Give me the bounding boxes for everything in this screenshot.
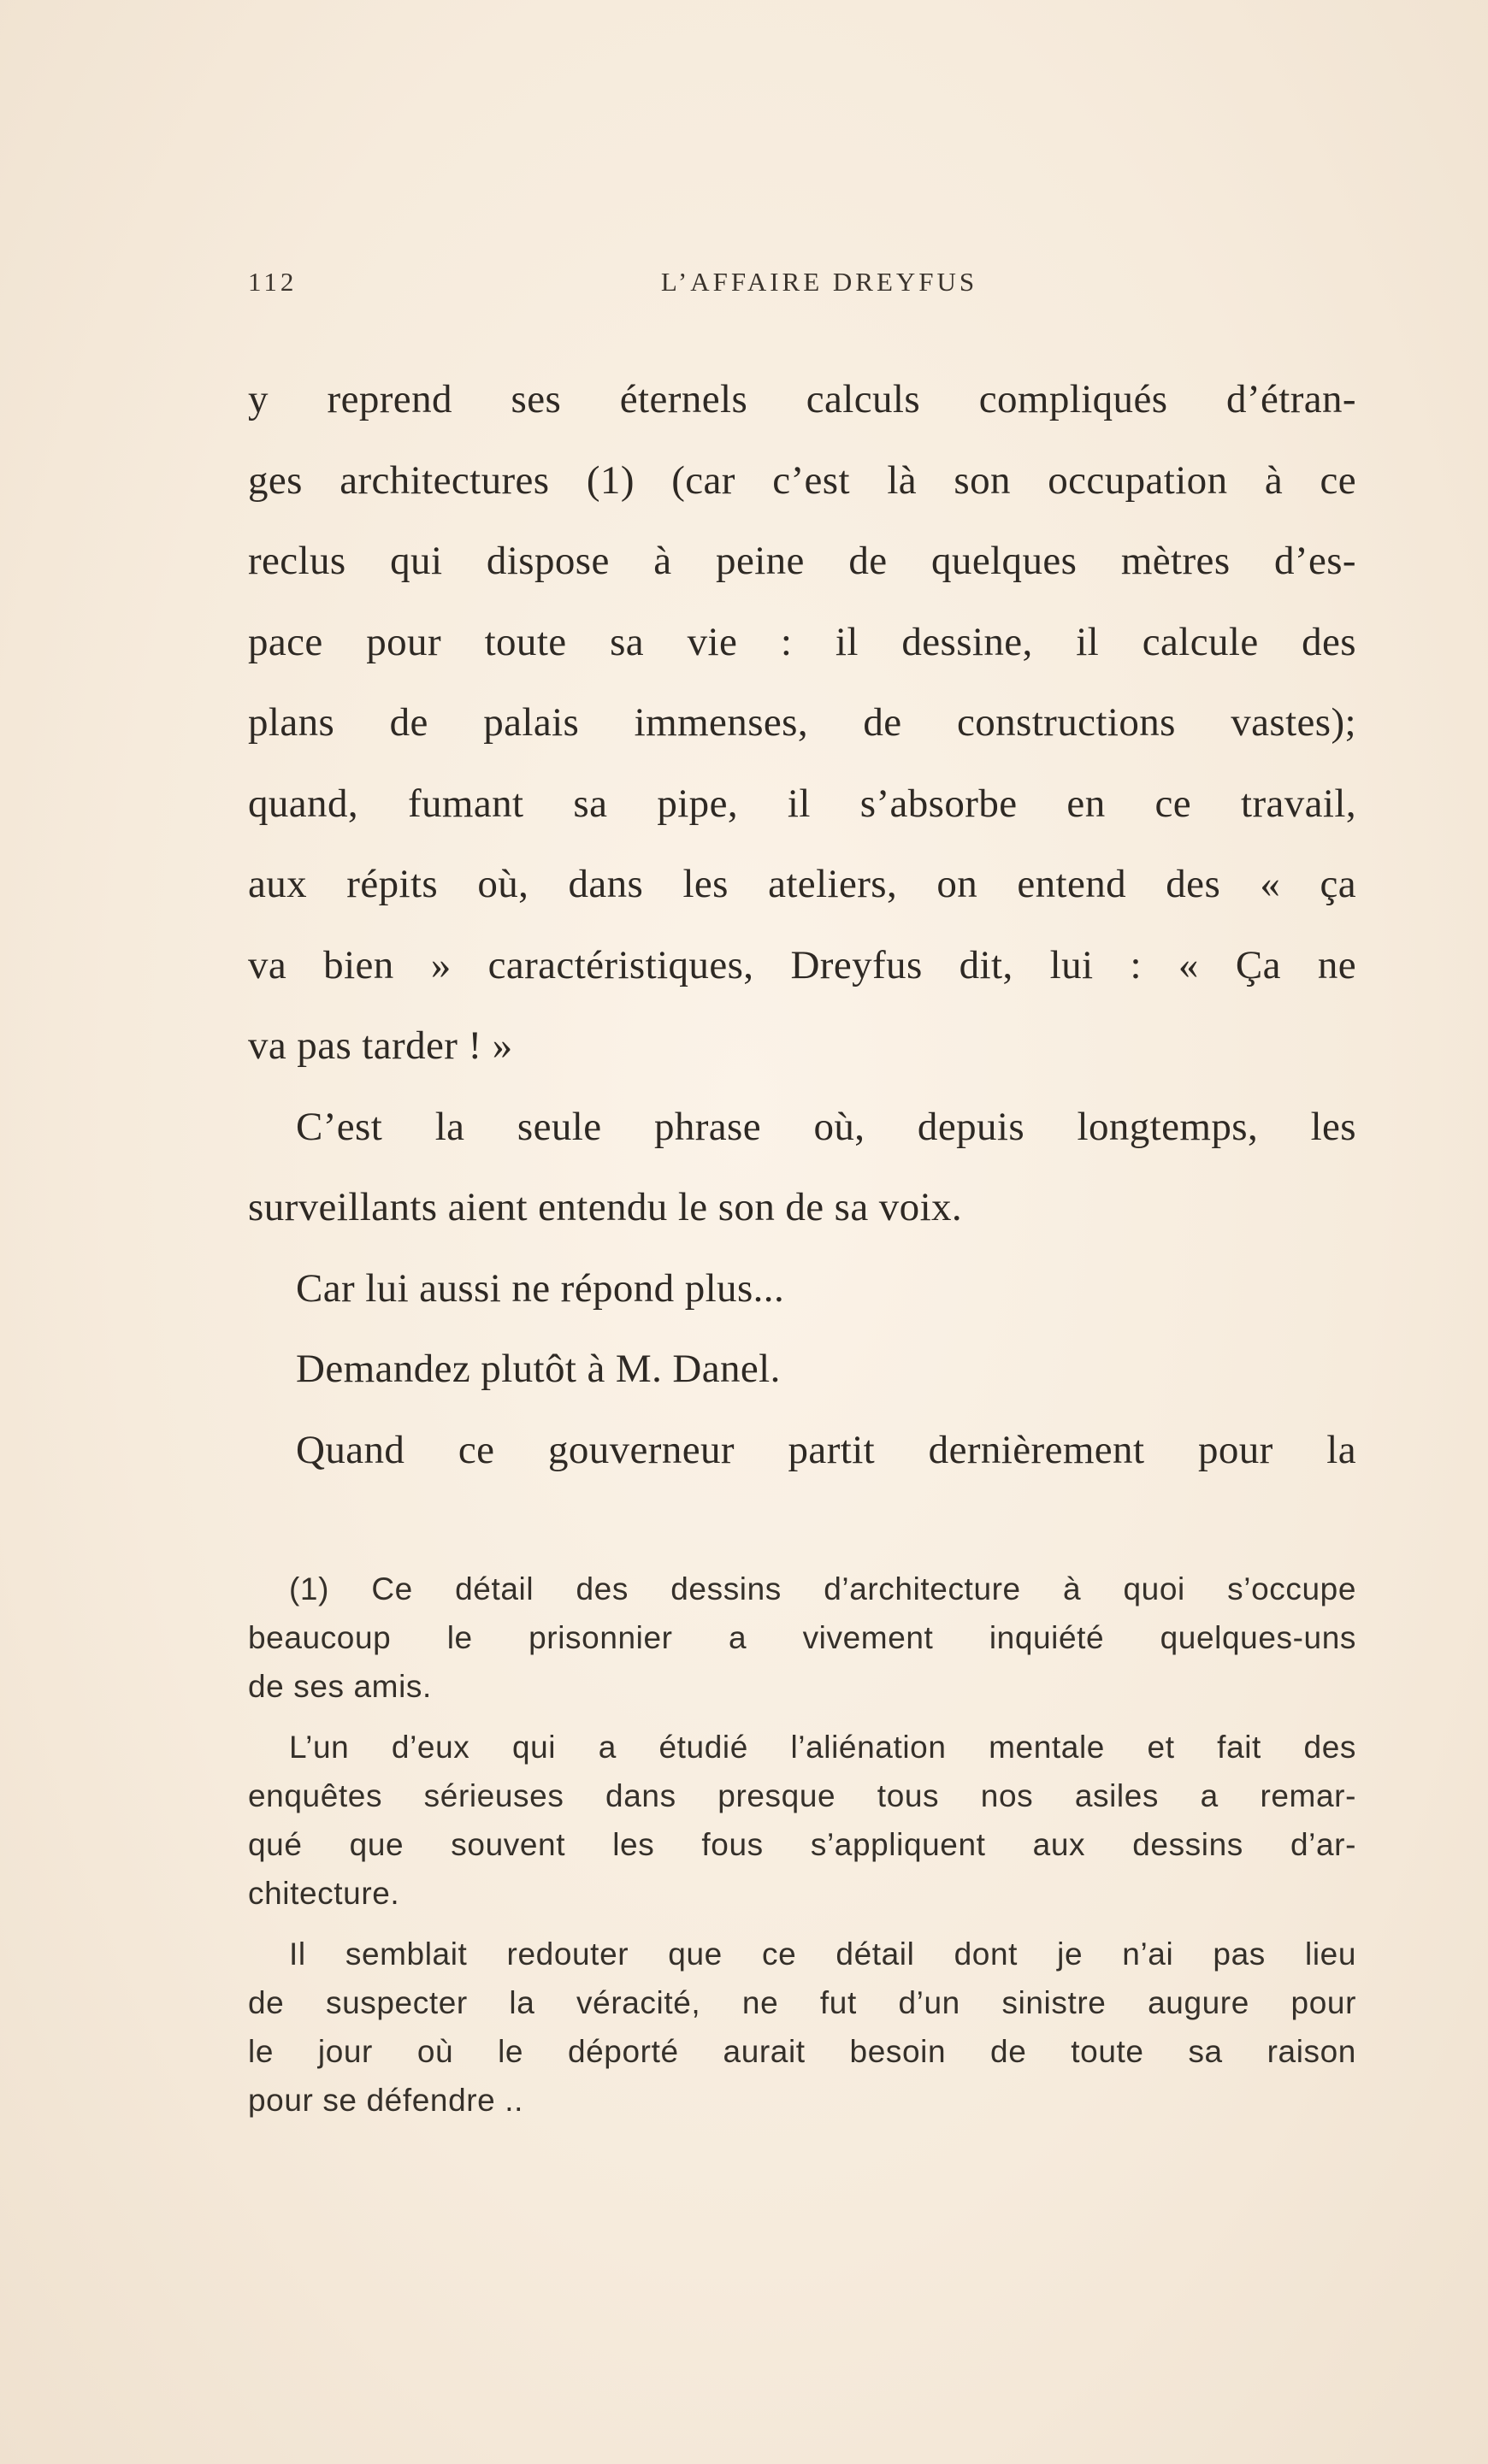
- footnote-line: le jour où le déporté aurait besoin de toute sa raison: [248, 2034, 1356, 2069]
- body-line: reclus qui dispose à peine de quelques mètres d’es-: [248, 539, 1356, 583]
- footnote-line: enquêtes sérieuses dans presque tous nos asiles a remar-: [248, 1778, 1356, 1813]
- footnote-spacer: [248, 1711, 1356, 1723]
- footnotes: [248, 1565, 1356, 2125]
- body-line: va bien » caractéristiques, Dreyfus dit, lui : « Ça ne: [248, 942, 1356, 987]
- footnote-line: pour se défendre ..: [248, 2083, 523, 2118]
- footnote-line: (1) Ce détail des dessins d’architecture à quoi s’occupe: [289, 1571, 1356, 1606]
- footnote-line: qué que souvent les fous s’appliquent aux dessins d’ar-: [248, 1827, 1356, 1862]
- body-line: va pas tarder ! »: [248, 1023, 513, 1068]
- body-line: Quand ce gouverneur partit dernièrement pour la: [296, 1427, 1356, 1472]
- body-line: y reprend ses éternels calculs compliqués d’étran-: [248, 377, 1356, 421]
- body-line: aux répits où, dans les ateliers, on entend des « ça: [248, 862, 1356, 906]
- body-line: Demandez plutôt à M. Danel.: [296, 1347, 781, 1391]
- body-line: quand, fumant sa pipe, il s’absorbe en ce travail,: [248, 781, 1356, 826]
- body-text: [248, 359, 1356, 1490]
- body-line: pace pour toute sa vie : il dessine, il calcule des: [248, 619, 1356, 664]
- body-line: ges architectures (1) (car c’est là son occupation à ce: [248, 457, 1356, 503]
- footnote-line: de ses amis.: [248, 1669, 432, 1704]
- footnote-line: Il semblait redouter que ce détail dont je n’ai pas lieu: [289, 1936, 1356, 1972]
- running-title: L’AFFAIRE DREYFUS: [660, 267, 978, 297]
- body-line: C’est la seule phrase où, depuis longtemps, les: [296, 1104, 1356, 1149]
- footnote-line: de suspecter la véracité, ne fut d’un sinistre augure pour: [248, 1985, 1356, 2020]
- footnote-line: L’un d’eux qui a étudié l’aliénation mentale et fait des: [289, 1730, 1356, 1765]
- footnote-line: chitecture.: [248, 1876, 400, 1911]
- footnote-spacer: [248, 1918, 1356, 1930]
- footnote-line: beaucoup le prisonnier a vivement inquiété quelques-uns: [248, 1620, 1356, 1655]
- page-number: 112: [248, 267, 298, 297]
- body-line: Car lui aussi ne répond plus...: [296, 1265, 785, 1311]
- body-line: surveillants aient entendu le son de sa voix.: [248, 1185, 963, 1229]
- body-line: plans de palais immenses, de constructions vastes);: [248, 700, 1356, 745]
- running-head: [248, 267, 1356, 304]
